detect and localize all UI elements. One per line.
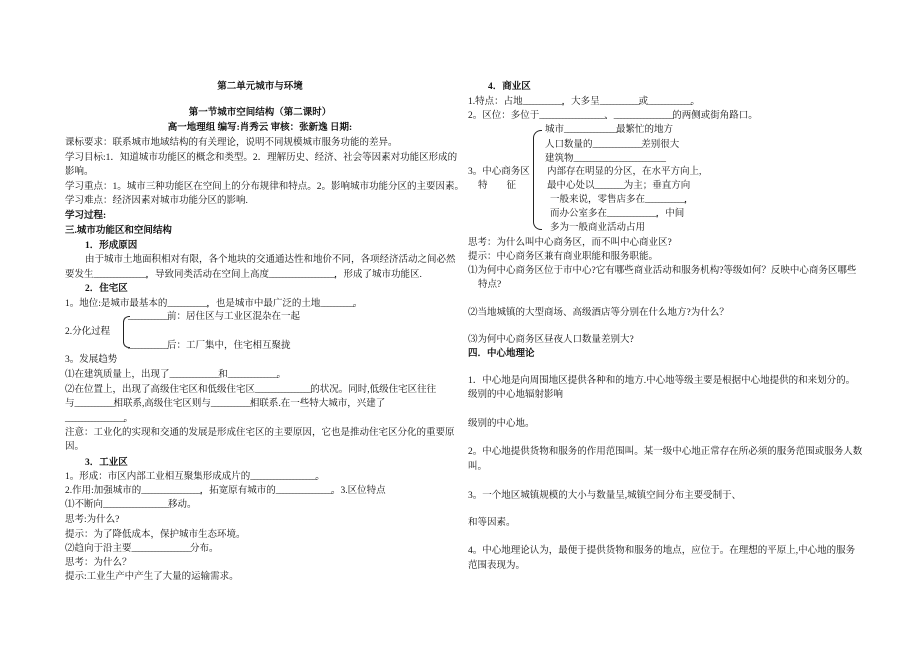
text-line: ____________后：工厂集中，住宅相互聚拢 <box>128 341 291 351</box>
text-line: 4。中心地理论认为，最便于提供货物和服务的地点，应位于。在理想的平原上,中心地的服务 <box>468 546 856 556</box>
text-line: 3。发展趋势 <box>65 355 118 365</box>
text-line: 1.特点：占地____________，大多呈____________或_____________。 <box>468 97 700 107</box>
text-line: 1．中心地是向周围地区提供各种和的地方.中心地等级主要是根据中心地提供的和来划分的。 <box>468 376 856 386</box>
text-line: 建筑物____________________________ <box>545 154 665 164</box>
learning-goals: 学习目标:1．知道城市功能区的概念和类型。2．理解历史、经济、社会等因素对功能区形成的 <box>65 153 458 163</box>
text-line: 特点? <box>478 280 502 290</box>
text-line: 1。形成：市区内部工业相互聚集形成成片的____________________。 <box>65 472 325 482</box>
think-prompt: 思考:为什么? <box>65 515 120 525</box>
text-line: 而办公室多在_______________，中间 <box>550 209 685 219</box>
text-line: 级别的中心地辐射影响 <box>468 390 564 400</box>
text-line: 人口数量的_______________差别很大 <box>545 140 680 150</box>
byline: 高一地理组 编写:肖秀云 审核：张新逸 日期: <box>167 123 353 133</box>
hint: 提示：中心商务区兼有商业职能和服务职能。 <box>468 252 659 262</box>
text-line: __________________。 <box>65 414 134 424</box>
text-line: 叫。 <box>468 462 488 472</box>
question: ⑵当地城镇的大型商场、高级酒店等分别在什么地方?为什么？ <box>468 308 729 318</box>
difficult-points: 学习难点：经济因素对城市功能分区的影响. <box>65 196 248 206</box>
hint: 提示:工业生产中产生了大量的运输需求。 <box>65 572 239 582</box>
text-line: ⑵在位置上，出现了高级住宅区和低级住宅区_________________的状况。同时,低级住宅区往往 <box>65 385 437 395</box>
brace <box>533 130 542 230</box>
text-line: ⑵趋向于沿主要__________________分布。 <box>65 544 219 554</box>
text-line: 城市________________最繁忙的地方 <box>545 125 674 135</box>
hint: 提示：为了降低成本，保护城市生态环境。 <box>65 530 246 540</box>
subsection-heading: 2．住宅区 <box>85 284 128 294</box>
text-line: 影响。 <box>65 167 94 177</box>
text-line: 2。区位：多位于____________________、__________________的两侧或街角路口。 <box>468 111 758 121</box>
text-line: 一般来说，零售店多在____________， <box>550 195 694 205</box>
text-line: 2.分化过程 <box>65 327 111 337</box>
subsection-heading: 3．工业区 <box>85 458 128 468</box>
text-line: 3。一个地区城镇规模的大小与数量呈,城镇空间分布主要受制于、 <box>468 491 742 501</box>
unit-title: 第二单元城市与环境 <box>217 82 303 92</box>
text-line: 2.作用:加强城市的__________________，拓宽原有城市的_________________。3.区位特点 <box>65 486 386 496</box>
text-line: 因。 <box>65 442 85 452</box>
subsection-heading: 1．形成原因 <box>85 241 138 251</box>
text-line: 多为一般商业活动占用 <box>550 223 646 233</box>
question: ⑶为何中心商务区昼夜人口数量差别大? <box>468 335 634 345</box>
section-heading: 三.城市功能区和空间结构 <box>65 226 172 236</box>
section-heading: 四．中心地理论 <box>468 349 535 359</box>
text-line: 特 征 <box>478 181 517 191</box>
text-line: 要发生________________，导致同类活动在空间上高度____________________，形成了城市功能区. <box>65 270 422 280</box>
key-points: 学习重点：1。城市三种功能区在空间上的分布规律和特点。2。影响城市功能分区的主要因素。 <box>65 182 465 192</box>
text-line: 2。中心地提供货物和服务的作用范围叫。某一级中心地正常存在所必须的服务范围或服务人数 <box>468 447 863 457</box>
question: ⑴为何中心商务区位于市中心?它有哪些商业活动和服务机构?等级如何？反映中心商务区哪些 <box>468 266 857 276</box>
text-line: 由于城市土地面积相对有限，各个地块的交通通达性和地价不同，各项经济活动之间必然 <box>85 255 456 265</box>
text-line: 1。地位:是城市最基本的____________，也是城市中最广泛的土地__________。 <box>65 299 363 309</box>
text-line: 内部存在明显的分区，在水平方向上, <box>547 167 702 177</box>
text-line: 级别的中心地。 <box>468 419 535 429</box>
text-line: 3。中心商务区 <box>468 167 530 177</box>
think-prompt: 思考：为什么叫中心商务区，而不叫中心商业区? <box>468 238 672 248</box>
curriculum-requirement: 课标要求：联系城市地域结构的有关理论，说明不同规模城市服务功能的差异。 <box>65 138 398 148</box>
section-title: 第一节城市空间结构（第二课时） <box>188 108 332 118</box>
think-prompt: 思考：为什么？ <box>65 558 132 568</box>
subsection-heading: 4．商业区 <box>488 82 531 92</box>
learning-process-heading: 学习过程: <box>65 211 107 221</box>
text-line: 范围表现为。 <box>468 561 526 571</box>
text-line: ⑴不断向____________________移动。 <box>65 500 197 510</box>
text-line: 和等因素。 <box>468 518 516 528</box>
note: 注意：工业化的实现和交通的发展是形成住宅区的主要原因，它也是推动住宅区分化的重要原 <box>65 428 455 438</box>
text-line: 与____________相联系,高级住宅区则与____________相联系.在一些特大城市，兴建了 <box>65 399 386 409</box>
text-line: ⑴在建筑质量上，出现了_______________和_______________。 <box>65 370 287 380</box>
text-line: 最中心处以_________为主；垂直方向 <box>547 181 691 191</box>
text-line: ____________前：居住区与工业区混杂在一起 <box>128 312 301 322</box>
